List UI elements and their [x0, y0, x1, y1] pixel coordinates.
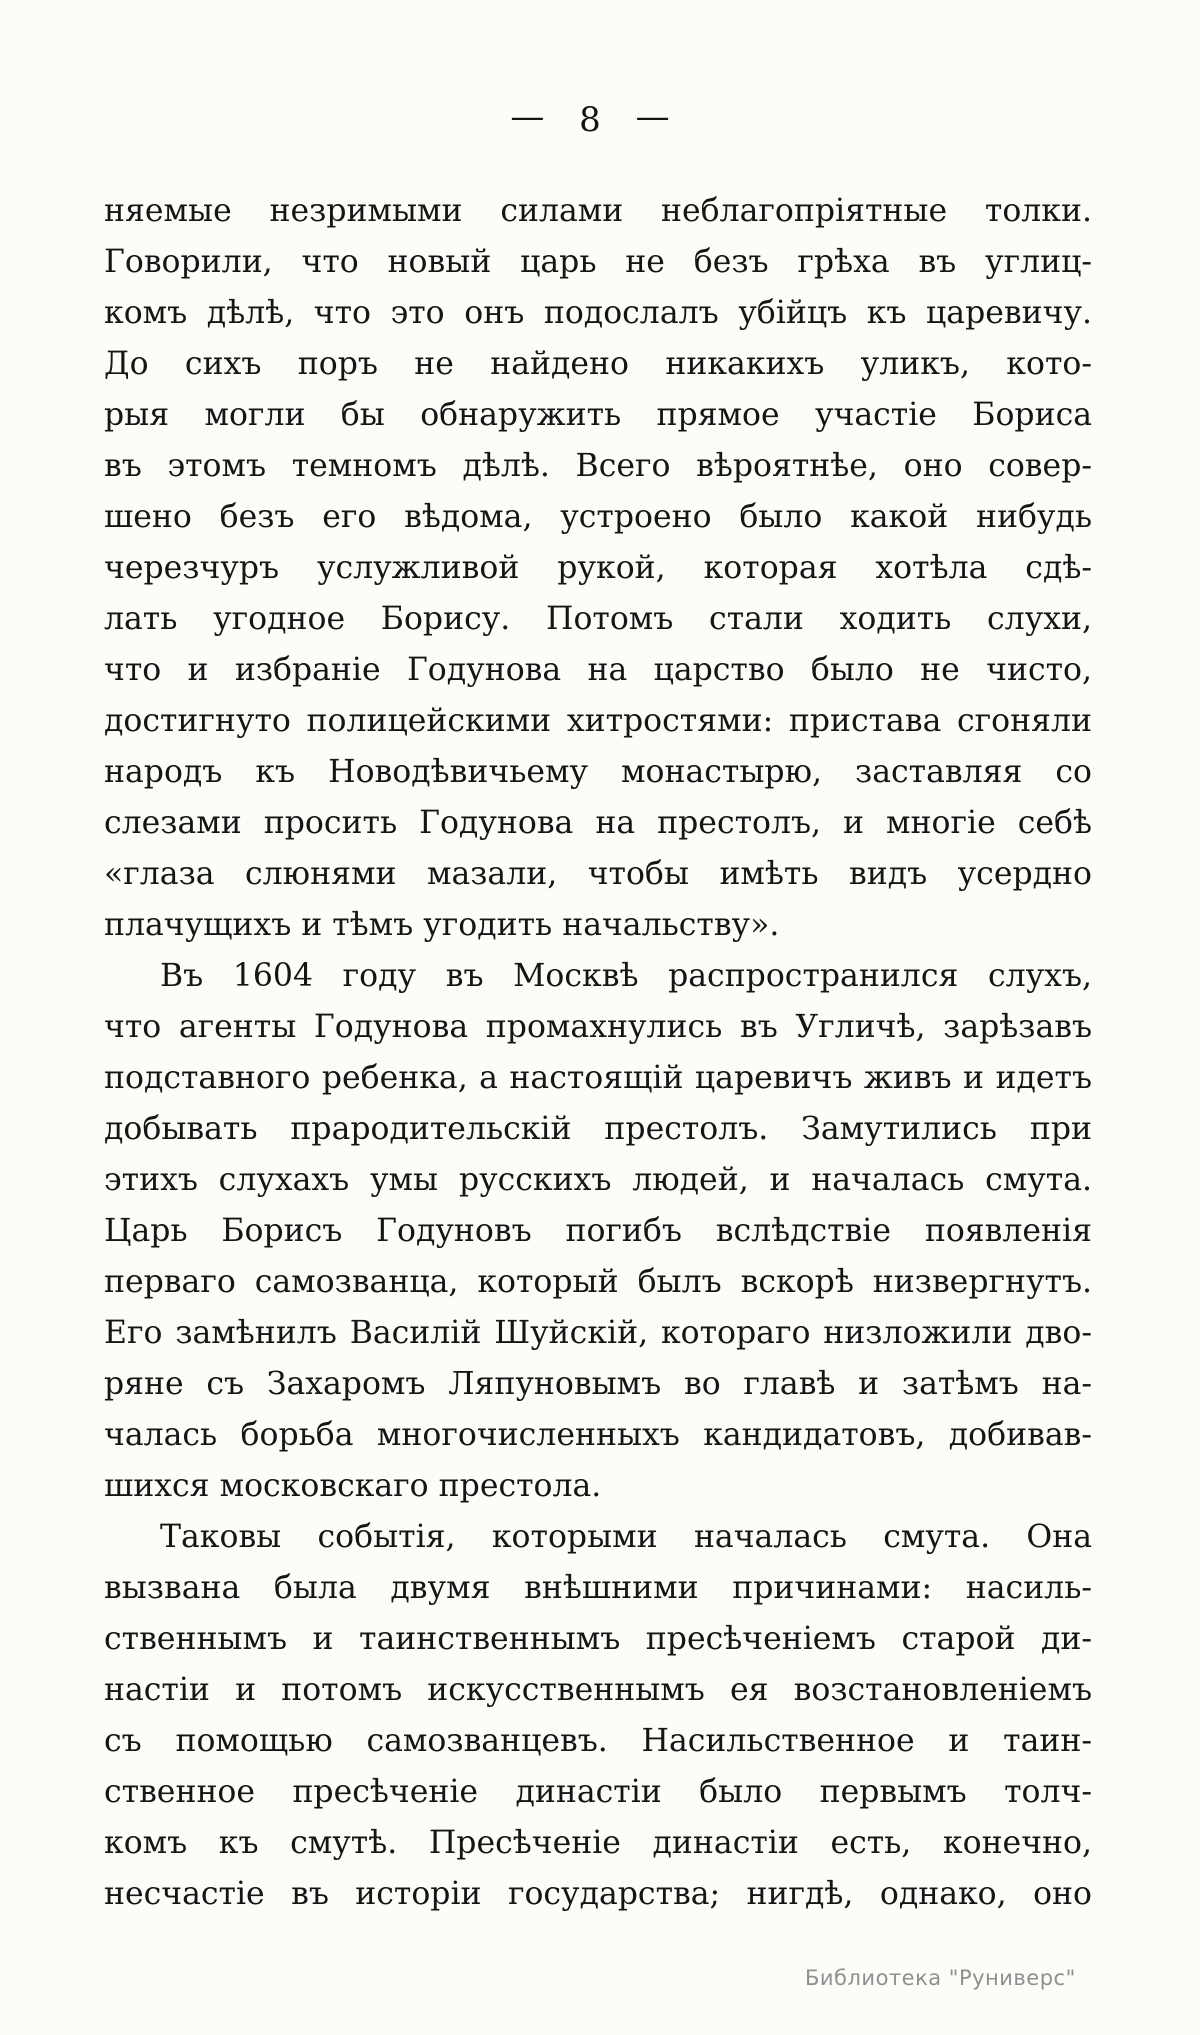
text-line: ственное пресѣченіе династіи было первымъ толч- [104, 1774, 1092, 1810]
text-line: До сихъ поръ не найдено никакихъ уликъ, кото- [104, 346, 1092, 382]
text-line: шено безъ его вѣдома, устроено было какой нибудь [104, 499, 1092, 535]
text-line: что и избраніе Годунова на царство было не чисто, [104, 652, 1092, 688]
text-line: подставного ребенка, а настоящій царевичъ живъ и идетъ [104, 1060, 1092, 1096]
text-line: черезчуръ услужливой рукой, которая хотѣла сдѣ- [104, 550, 1092, 586]
text-line: «глаза слюнями мазали, чтобы имѣть видъ усердно [104, 856, 1092, 892]
text-line: этихъ слухахъ умы русскихъ людей, и началась смута. [104, 1162, 1092, 1198]
text-line: въ этомъ темномъ дѣлѣ. Всего вѣроятнѣе, оно совер- [104, 448, 1092, 484]
text-line: несчастіе въ исторіи государства; нигдѣ, однако, оно [104, 1876, 1092, 1912]
text-line-paragraph-start: Въ 1604 году въ Москвѣ распространился слухъ, [160, 958, 1092, 994]
text-line: настіи и потомъ искусственнымъ ея возстановленіемъ [104, 1672, 1092, 1708]
text-line: народъ къ Новодѣвичьему монастырю, заставляя со [104, 754, 1092, 790]
text-line: достигнуто полицейскими хитростями: пристава сгоняли [104, 703, 1092, 739]
text-line: вызвана была двумя внѣшними причинами: насиль- [104, 1570, 1092, 1606]
text-line-paragraph-end: шихся московскаго престола. [104, 1468, 602, 1504]
body-text-block [104, 186, 1092, 1920]
text-line: комъ дѣлѣ, что это онъ подослалъ убійцъ къ царевичу. [104, 295, 1092, 331]
text-line: ственнымъ и таинственнымъ пресѣченіемъ старой ди- [104, 1621, 1092, 1657]
header-dash-right: — [635, 97, 670, 137]
page-header [0, 97, 1180, 140]
text-line: лать угодное Борису. Потомъ стали ходить слухи, [104, 601, 1092, 637]
text-line: чалась борьба многочисленныхъ кандидатовъ, добивав- [104, 1417, 1092, 1453]
text-line: что агенты Годунова промахнулись въ Угличѣ, зарѣзавъ [104, 1009, 1092, 1045]
text-line: рыя могли бы обнаружить прямое участіе Бориса [104, 397, 1092, 433]
text-line: няемые незримыми силами неблагопріятные толки. [104, 193, 1092, 229]
page-number: 8 [579, 100, 601, 140]
text-line: Царь Борисъ Годуновъ погибъ вслѣдствіе появленія [104, 1213, 1092, 1249]
text-line: Говорили, что новый царь не безъ грѣха въ углиц- [104, 244, 1092, 280]
header-dash-left: — [510, 97, 545, 137]
text-line-paragraph-start: Таковы событія, которыми началась смута. Она [160, 1519, 1092, 1555]
text-line: комъ къ смутѣ. Пресѣченіе династіи есть, конечно, [104, 1825, 1092, 1861]
text-line: Его замѣнилъ Василій Шуйскій, котораго низложили дво- [104, 1315, 1092, 1351]
text-line: ряне съ Захаромъ Ляпуновымъ во главѣ и затѣмъ на- [104, 1366, 1092, 1402]
text-line: съ помощью самозванцевъ. Насильственное и таин- [104, 1723, 1092, 1759]
text-line: перваго самозванца, который былъ вскорѣ низвергнутъ. [104, 1264, 1092, 1300]
text-line: добывать прародительскій престолъ. Замутились при [104, 1111, 1092, 1147]
text-line-paragraph-end: плачущихъ и тѣмъ угодить начальству». [104, 907, 780, 943]
library-watermark: Библиотека "Руниверс" [805, 1966, 1076, 1990]
text-line: слезами просить Годунова на престолъ, и многіе себѣ [104, 805, 1092, 841]
